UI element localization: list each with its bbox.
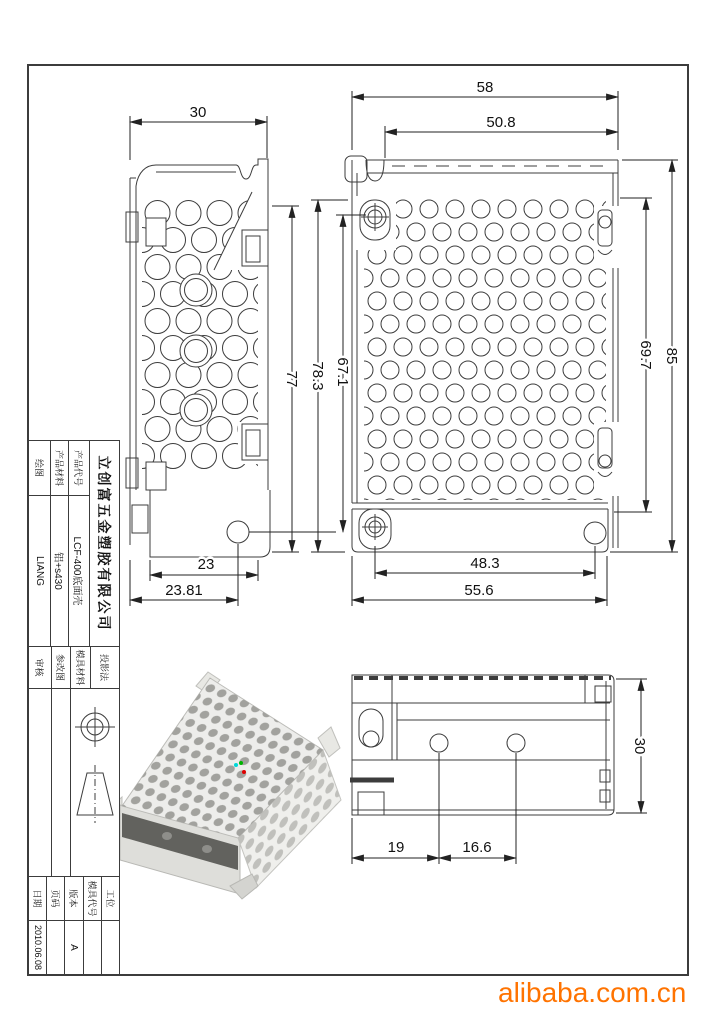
date-label: 日期 [32, 889, 43, 908]
page-label: 页码 [46, 877, 64, 920]
station-value [101, 921, 119, 974]
third-angle-projection-icon [72, 693, 118, 873]
company-name: 立创富五金塑胶有限公司 [89, 441, 119, 646]
dim-side-23: 23 [197, 556, 215, 573]
mold-code-value [83, 921, 101, 974]
dim-front-508: 50.8 [486, 114, 516, 131]
projection-label: 投影法 [90, 647, 119, 688]
title-block-product-section [29, 441, 119, 646]
mold-material-label: 模具材料 [70, 647, 90, 688]
dim-front-85: 85 [663, 347, 680, 365]
mold-code-label: 模具代号 [83, 877, 101, 920]
title-block [28, 440, 120, 975]
title-block-revision-section [29, 876, 119, 974]
projection-symbol-cell [70, 689, 119, 876]
product-code-label: 产品代号 [69, 441, 89, 496]
dim-bottom-30: 30 [631, 737, 648, 755]
alibaba-watermark: alibaba.com.cn [498, 977, 687, 1008]
front-view [345, 156, 620, 552]
dim-bottom-19: 19 [387, 839, 405, 856]
ref-value [29, 689, 51, 876]
dim-front-783: 78.3 [309, 361, 326, 391]
dim-front-77: 77 [283, 370, 300, 388]
dim-front-483: 48.3 [470, 555, 500, 572]
page-value [46, 921, 64, 974]
mold-material-value [51, 689, 70, 876]
ref-label: 参改图 [51, 647, 70, 688]
bottom-view [350, 675, 614, 815]
dim-bottom-166: 16.6 [462, 839, 492, 856]
station-label: 工位 [101, 877, 119, 920]
drawn-by-value: LIANG [33, 555, 45, 586]
title-block-projection-section [29, 646, 119, 876]
check-label: 审核 [34, 658, 45, 677]
dim-side-2381: 23.81 [165, 582, 203, 599]
drawn-by-label: 绘图 [29, 441, 50, 496]
dim-front-697: 69.7 [637, 340, 654, 370]
version-value: A [64, 921, 82, 974]
product-material-label: 产品材料 [51, 441, 69, 496]
dim-front-556: 55.6 [464, 582, 494, 599]
dim-front-671: 67.1 [334, 357, 351, 387]
version-label: 版本 [64, 877, 82, 920]
side-view [126, 159, 270, 557]
iso-view [114, 672, 341, 899]
dim-side-top: 30 [189, 104, 207, 121]
date-value: 2010.06.08 [32, 924, 43, 971]
product-code-value: LCF-400底面壳 [71, 536, 83, 606]
product-material-value: 铝+s430 [51, 552, 63, 590]
dim-front-58: 58 [476, 79, 494, 96]
